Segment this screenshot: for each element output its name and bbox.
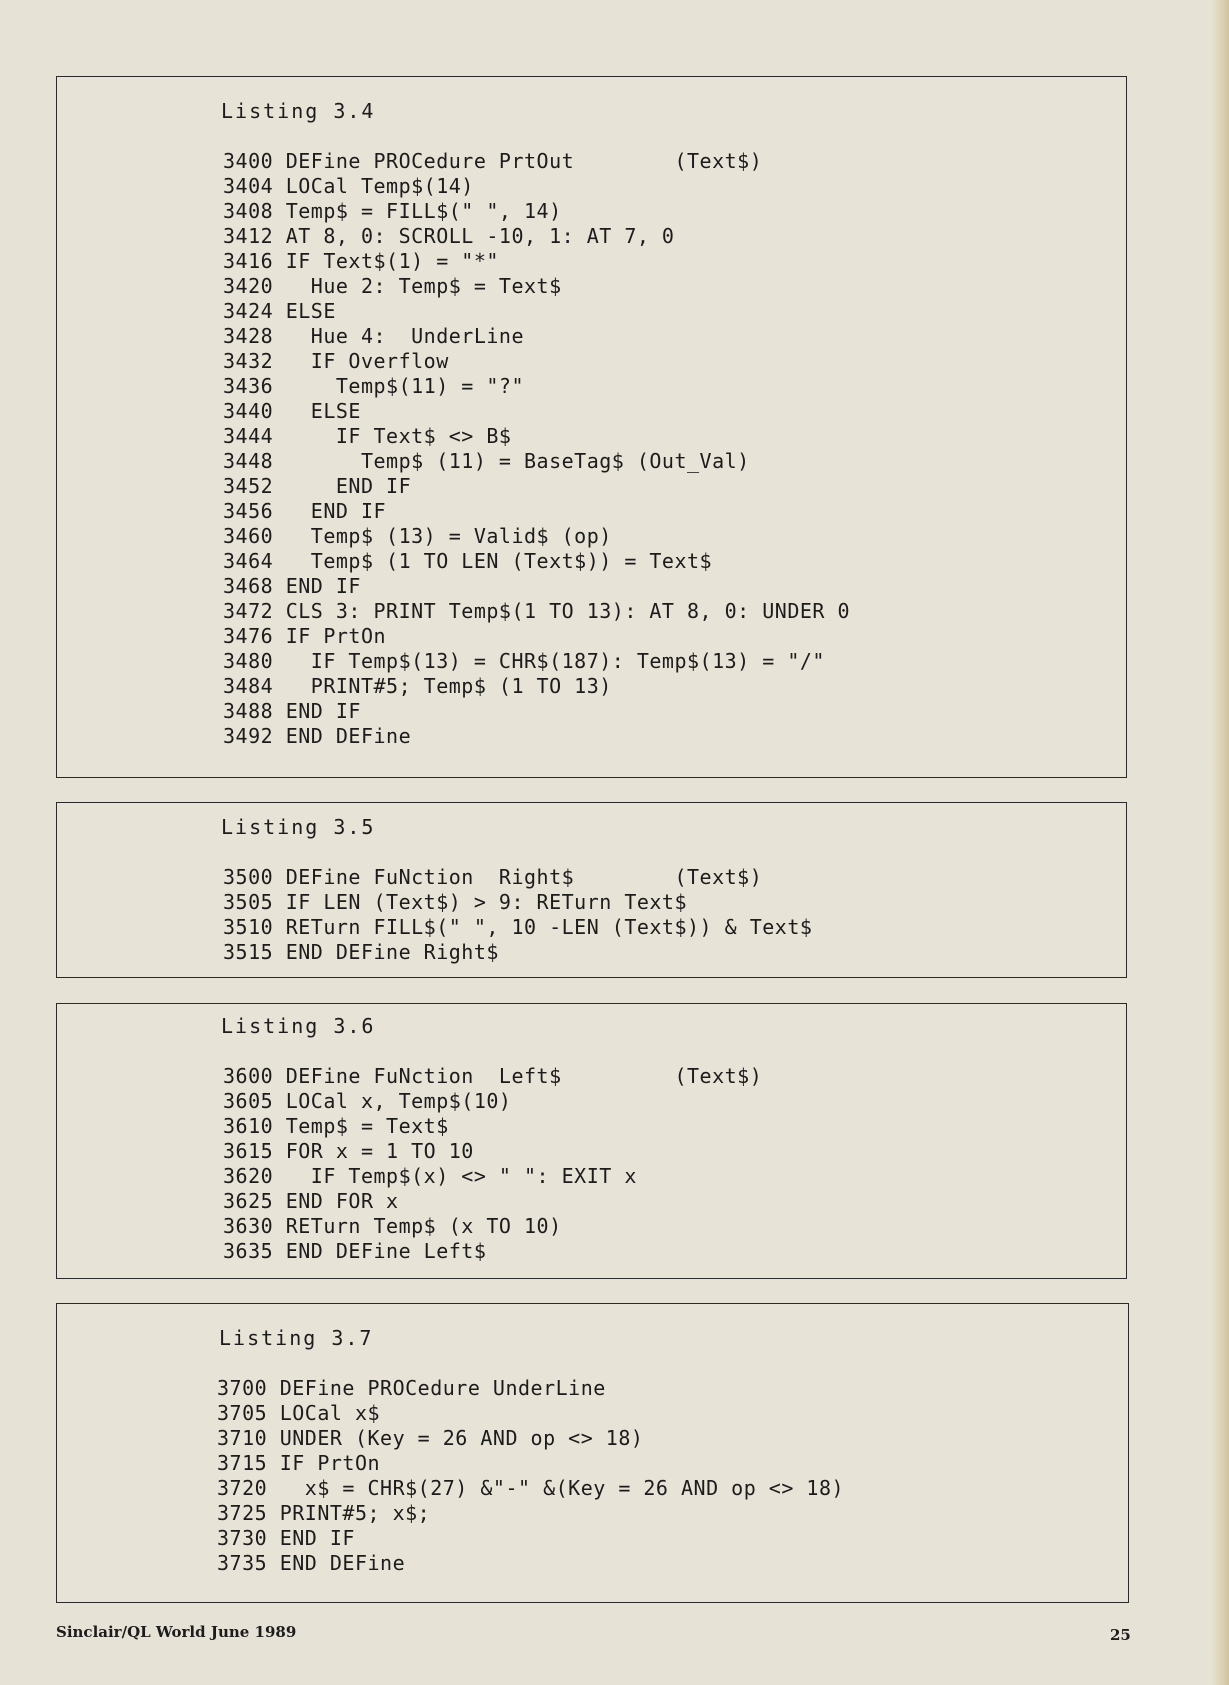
listing-box-3-5: [56, 802, 1127, 978]
code-line: 3705 LOCal x$: [217, 1401, 381, 1425]
code-line: 3620 IF Temp$(x) <> " ": EXIT x: [223, 1164, 637, 1188]
listing-box-3-6: [56, 1003, 1127, 1279]
footer-page-number: 25: [1110, 1626, 1131, 1644]
code-line: 3436 Temp$(11) = "?": [223, 374, 524, 398]
code-line: 3408 Temp$ = FILL$(" ", 14): [223, 199, 562, 223]
code-line: 3400 DEFine PROCedure PrtOut (Text$): [223, 149, 763, 173]
listing-title: Listing 3.4: [221, 99, 376, 123]
code-line: 3505 IF LEN (Text$) > 9: RETurn Text$: [223, 890, 688, 914]
code-line: 3412 AT 8, 0: SCROLL -10, 1: AT 7, 0: [223, 224, 675, 248]
code-line: 3464 Temp$ (1 TO LEN (Text$)) = Text$: [223, 549, 713, 573]
code-line: 3630 RETurn Temp$ (x TO 10): [223, 1214, 562, 1238]
code-line: 3488 END IF: [223, 699, 361, 723]
listing-title: Listing 3.7: [219, 1326, 374, 1350]
code-line: 3444 IF Text$ <> B$: [223, 424, 512, 448]
code-line: 3452 END IF: [223, 474, 412, 498]
code-line: 3456 END IF: [223, 499, 387, 523]
listing-box-3-4: [56, 76, 1127, 778]
code-line: 3700 DEFine PROCedure UnderLine: [217, 1376, 606, 1400]
code-line: 3432 IF Overflow: [223, 349, 449, 373]
code-line: 3605 LOCal x, Temp$(10): [223, 1089, 512, 1113]
code-line: 3500 DEFine FuNction Right$ (Text$): [223, 865, 763, 889]
listing-box-3-7: [56, 1303, 1129, 1603]
code-line: 3715 IF PrtOn: [217, 1451, 381, 1475]
code-line: 3424 ELSE: [223, 299, 336, 323]
code-line: 3460 Temp$ (13) = Valid$ (op): [223, 524, 612, 548]
code-line: 3515 END DEFine Right$: [223, 940, 499, 964]
code-line: 3416 IF Text$(1) = "*": [223, 249, 499, 273]
code-line: 3440 ELSE: [223, 399, 361, 423]
code-line: 3610 Temp$ = Text$: [223, 1114, 449, 1138]
code-line: 3472 CLS 3: PRINT Temp$(1 TO 13): AT 8, 0: UNDER 0: [223, 599, 851, 623]
code-line: 3476 IF PrtOn: [223, 624, 387, 648]
code-line: 3720 x$ = CHR$(27) &"-" &(Key = 26 AND op <> 18): [217, 1476, 845, 1500]
code-line: 3480 IF Temp$(13) = CHR$(187): Temp$(13) = "/": [223, 649, 825, 673]
code-line: 3600 DEFine FuNction Left$ (Text$): [223, 1064, 763, 1088]
footer-publication: Sinclair/QL World June 1989: [56, 1623, 297, 1641]
code-line: 3420 Hue 2: Temp$ = Text$: [223, 274, 562, 298]
listing-title: Listing 3.6: [221, 1014, 376, 1038]
code-lines: [223, 149, 850, 749]
code-line: 3625 END FOR x: [223, 1189, 399, 1213]
code-line: 3428 Hue 4: UnderLine: [223, 324, 524, 348]
code-lines: [223, 1064, 762, 1264]
listing-title: Listing 3.5: [221, 815, 376, 839]
code-lines: [217, 1376, 844, 1576]
code-lines: [223, 865, 812, 965]
code-line: 3730 END IF: [217, 1526, 355, 1550]
code-line: 3710 UNDER (Key = 26 AND op <> 18): [217, 1426, 644, 1450]
code-line: 3510 RETurn FILL$(" ", 10 -LEN (Text$)) & Text$: [223, 915, 813, 939]
code-line: 3404 LOCal Temp$(14): [223, 174, 474, 198]
code-line: 3484 PRINT#5; Temp$ (1 TO 13): [223, 674, 612, 698]
page-edge: [1211, 0, 1229, 1685]
code-line: 3448 Temp$ (11) = BaseTag$ (Out_Val): [223, 449, 750, 473]
code-line: 3635 END DEFine Left$: [223, 1239, 487, 1263]
code-line: 3735 END DEFine: [217, 1551, 406, 1575]
code-line: 3725 PRINT#5; x$;: [217, 1501, 431, 1525]
code-line: 3615 FOR x = 1 TO 10: [223, 1139, 474, 1163]
code-line: 3468 END IF: [223, 574, 361, 598]
code-line: 3492 END DEFine: [223, 724, 412, 748]
